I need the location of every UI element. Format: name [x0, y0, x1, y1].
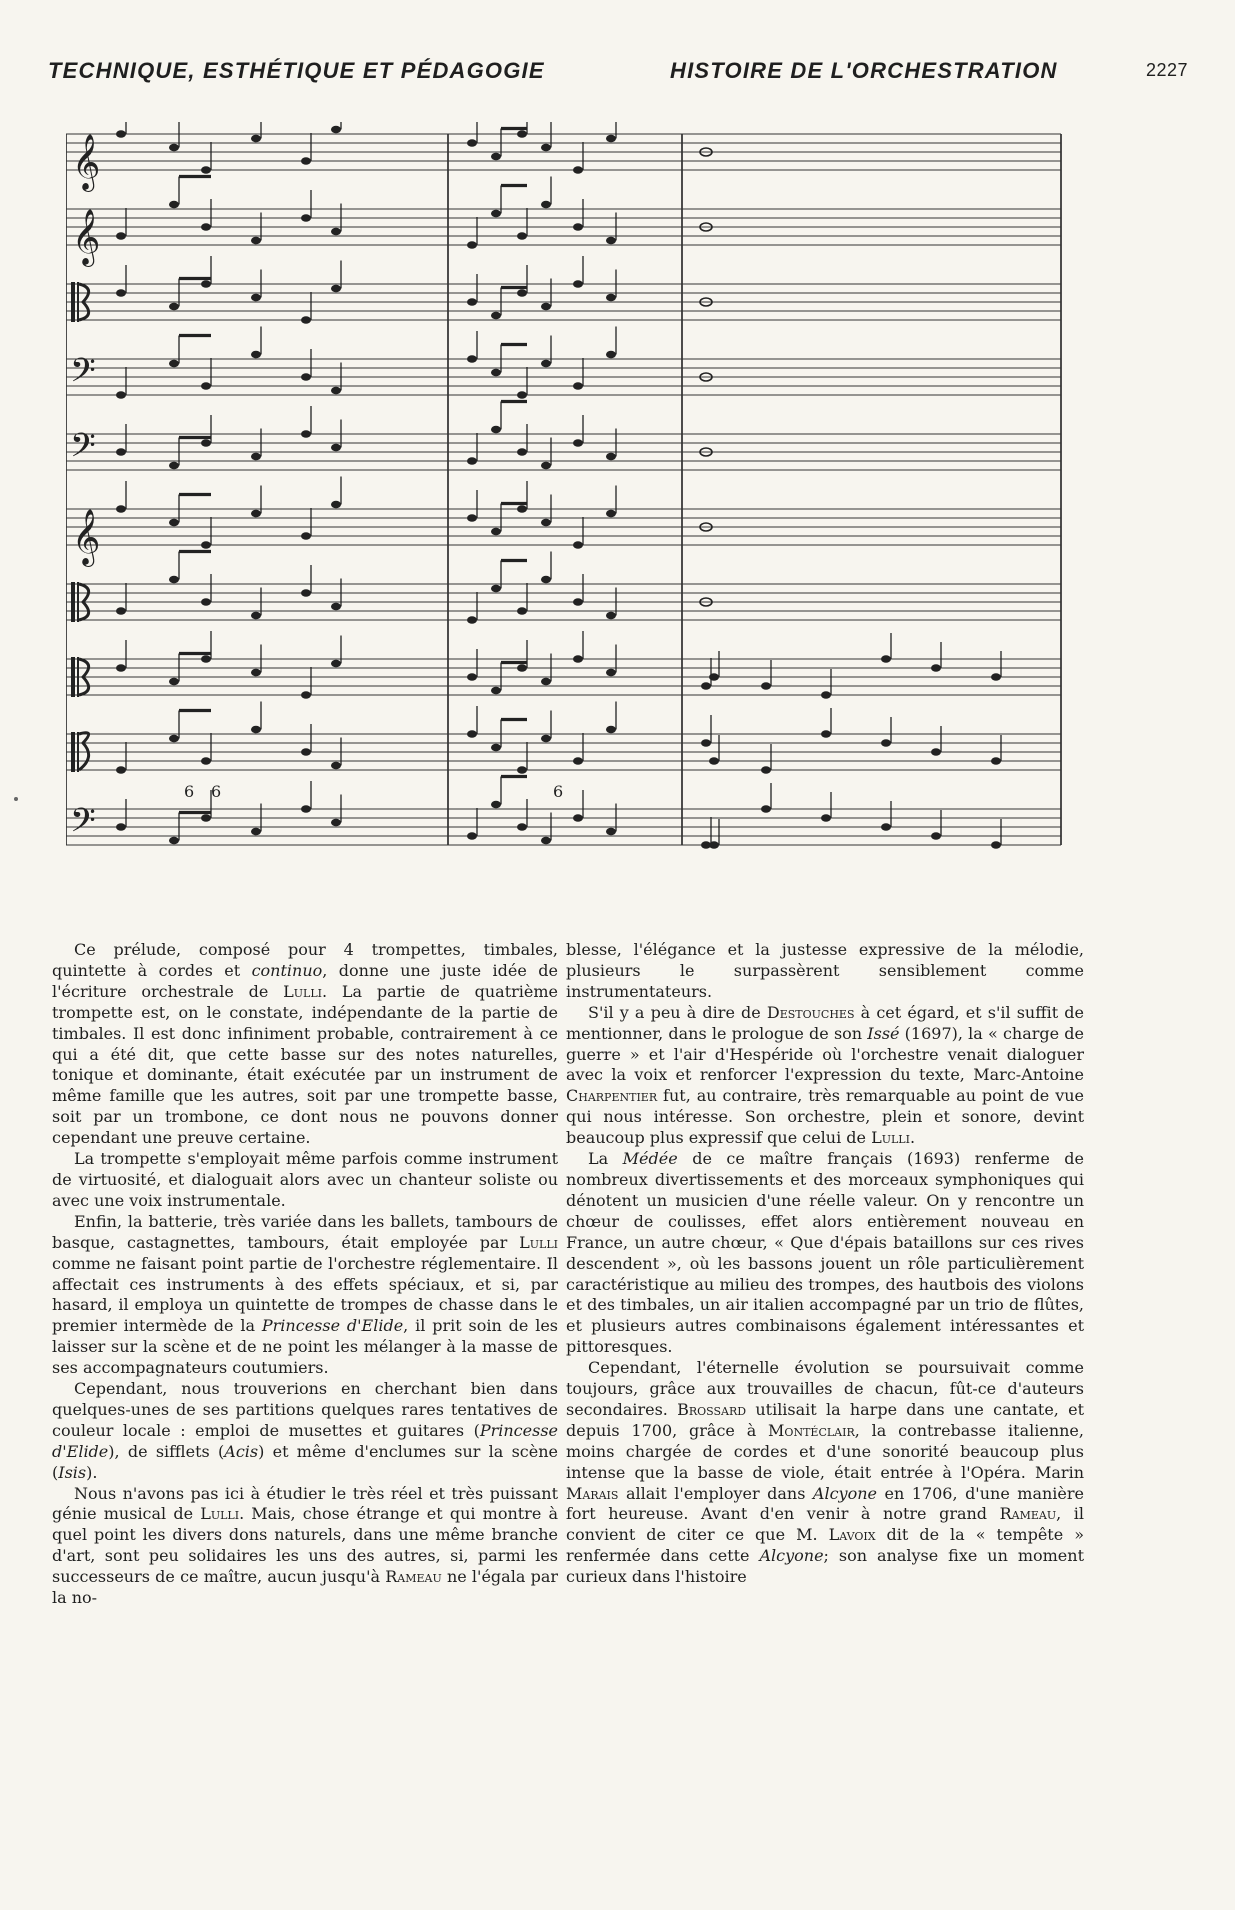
note-head [251, 135, 261, 143]
proper-name: Montéclair [768, 1420, 855, 1440]
note-head [169, 837, 179, 845]
note-head [201, 541, 211, 549]
proper-name: Lulli [871, 1128, 910, 1148]
note-head [491, 801, 501, 809]
note-head [931, 664, 941, 672]
note-head [517, 607, 527, 615]
note-head [201, 223, 211, 231]
note-head [301, 748, 311, 756]
italic-title: Alcyone [759, 1546, 824, 1566]
c-clef-bar [71, 732, 75, 772]
note-head [606, 612, 616, 620]
note-head [169, 303, 179, 311]
note-head [701, 682, 711, 690]
text-column-left [52, 940, 558, 1880]
note-head [491, 312, 501, 320]
c-clef-bar [77, 582, 79, 622]
note-head [881, 823, 891, 831]
note-head [251, 669, 261, 677]
italic-title: Princesse d'Elide [261, 1316, 404, 1336]
c-clef-bar [71, 282, 75, 322]
note-head [573, 166, 583, 174]
note-head [821, 814, 831, 822]
note-head [467, 730, 477, 738]
note-head [116, 664, 126, 672]
note-head [169, 360, 179, 368]
bass-clef: 𝄢 [70, 802, 96, 848]
text-run: fut, au contraire, très remarquable au point de vue qui nous intéresse. Son orchestre, plein et sonore, devint beaucoup plus expressif que celui de [566, 1086, 1084, 1148]
text-run: Nous n'avons pas ici à étudier le très réel et très puissant génie musical de [52, 1483, 558, 1524]
paragraph [52, 1484, 558, 1609]
note-head [116, 130, 126, 138]
note-head [931, 832, 941, 840]
note-head [301, 373, 311, 381]
note-head [573, 541, 583, 549]
note-head [201, 382, 211, 390]
note-head [331, 444, 341, 452]
note-head [709, 673, 719, 681]
note-head [761, 766, 771, 774]
treble-clef: 𝄞 [72, 509, 101, 565]
note-head [467, 673, 477, 681]
figured-bass-number: 6 [184, 782, 195, 801]
text-run: ) et même d'enclumes sur la scène ( [52, 1441, 558, 1482]
note-head [541, 462, 551, 470]
note-head [761, 682, 771, 690]
text-run: , il convient de citer ce que M. [566, 1504, 1084, 1545]
treble-clef: 𝄞 [72, 209, 101, 265]
note-head [606, 294, 616, 302]
note-head [541, 144, 551, 152]
paragraph [566, 1003, 1084, 1149]
italic-title: Isis [58, 1462, 87, 1482]
proper-name: Brossard [677, 1399, 747, 1419]
paragraph [566, 940, 1084, 1003]
text-run: Cependant, l'éternelle évolution se poursuivait comme toujours, grâce aux trouvailles de chacun, fût-ce d'auteurs secondaires. [566, 1358, 1084, 1419]
text-column-right [566, 940, 1084, 1880]
paragraph [52, 1149, 558, 1212]
figured-bass-number: 6 [553, 782, 564, 801]
text-run: blesse, l'élégance et la justesse expressive de la mélodie, plusieurs le surpassèrent sensiblement comme instrumentateurs. [566, 940, 1084, 1001]
note-head [606, 237, 616, 245]
note-head [301, 214, 311, 222]
note-head [573, 382, 583, 390]
text-run: Cependant, nous trouverions en cherchant bien dans quelques-unes de ses partitions quelques rares tentatives de couleur locale : emploi de musettes et guitares ( [52, 1379, 558, 1440]
text-run: , donne une juste idée de l'écriture orchestrale de [52, 960, 558, 1001]
note-head [881, 739, 891, 747]
note-head [467, 457, 477, 465]
note-head [331, 501, 341, 509]
text-run: . [909, 1128, 916, 1148]
text-run: Enfin, la batterie, très variée dans les ballets, tambours de basque, castagnettes, tambours, était employée par [52, 1211, 558, 1252]
note-head [517, 289, 527, 297]
text-run: ne l'égala par la no- [52, 1567, 558, 1608]
note-head [331, 603, 341, 611]
header-left-title: TECHNIQUE, ESTHÉTIQUE ET PÉDAGOGIE [48, 58, 545, 83]
note-head [467, 355, 477, 363]
note-head [251, 828, 261, 836]
note-head [116, 232, 126, 240]
note-head [251, 351, 261, 359]
note-head [931, 748, 941, 756]
note-head [301, 691, 311, 699]
note-head [573, 814, 583, 822]
note-head [331, 819, 341, 827]
note-head [541, 678, 551, 686]
note-head [251, 510, 261, 518]
note-head [169, 144, 179, 152]
treble-clef: 𝄞 [72, 134, 101, 190]
note-head [573, 223, 583, 231]
note-head [606, 669, 616, 677]
note-head [991, 673, 1001, 681]
paragraph [566, 1358, 1084, 1588]
score-staves [66, 122, 1061, 849]
note-head [467, 832, 477, 840]
italic-title: continuo [251, 960, 323, 980]
note-head [517, 391, 527, 399]
note-head [331, 228, 341, 236]
c-clef-bar [71, 657, 75, 697]
note-head [491, 153, 501, 161]
note-head [301, 532, 311, 540]
proper-name: Lulli [283, 981, 322, 1001]
text-run: à cet égard, et s'il suffit de mentionner, dans le prologue de son [566, 1002, 1084, 1043]
note-head [541, 837, 551, 845]
note-head [201, 655, 211, 663]
note-head [991, 757, 1001, 765]
note-head [541, 519, 551, 527]
italic-title: Alcyone [812, 1483, 877, 1503]
note-head [573, 757, 583, 765]
proper-name: Charpentier [566, 1086, 658, 1106]
note-head [761, 805, 771, 813]
note-head [541, 201, 551, 209]
note-head [467, 514, 477, 522]
music-score [66, 122, 1066, 882]
text-run: ; son analyse fixe un moment curieux dans l'histoire [566, 1546, 1084, 1587]
note-head [606, 135, 616, 143]
text-run: . La partie de quatrième trompette est, on le constate, indépendante de la partie de timbales. Il est donc infiniment probable, contrairement à ce qui a été dit, que cette basse sur des notes naturelles, tonique et dominante, était exécutée par un instrument de même famille que les autres, soit par une trompette basse, soit par un trombone, ce dont nous ne pouvons donner cependant une preuve certaine. [52, 981, 558, 1148]
note-head [251, 237, 261, 245]
note-head [301, 430, 311, 438]
text-run: . Mais, chose étrange et qui montre à quel point les divers dons naturels, dans une même branche d'art, sont peu solidaires les uns des autres, si, parmi les successeurs de ce maître, aucun jusqu'à [52, 1504, 558, 1587]
text-run: S'il y a peu à dire de [588, 1002, 767, 1022]
note-head [541, 360, 551, 368]
note-head [201, 280, 211, 288]
note-head [606, 828, 616, 836]
note-head [169, 201, 179, 209]
note-head [116, 607, 126, 615]
c-clef-curve [79, 733, 89, 770]
note-head [491, 369, 501, 377]
c-clef-bar [77, 657, 79, 697]
note-head [573, 655, 583, 663]
text-run: La trompette s'employait même parfois comme instrument de virtuosité, et dialoguait alors avec un chanteur soliste ou avec une voix instrumentale. [52, 1149, 558, 1210]
page-number: 2227 [1145, 60, 1188, 80]
c-clef-bar [71, 582, 75, 622]
italic-title: Acis [224, 1441, 259, 1461]
note-head [517, 766, 527, 774]
note-head [301, 805, 311, 813]
proper-name: Lulli [200, 1504, 240, 1524]
note-head [467, 616, 477, 624]
text-run: utilisait la harpe dans une cantate, et depuis 1700, grâce à [566, 1399, 1084, 1440]
note-head [491, 687, 501, 695]
note-head [517, 232, 527, 240]
bass-clef: 𝄢 [70, 427, 96, 473]
note-head [541, 303, 551, 311]
running-header [48, 58, 1188, 88]
note-head [169, 678, 179, 686]
c-clef-bar [77, 732, 79, 772]
note-head [541, 576, 551, 584]
note-head [573, 598, 583, 606]
header-right-title: HISTOIRE DE L'ORCHESTRATION [670, 58, 1058, 83]
note-head [331, 387, 341, 395]
text-run: (1697), la « charge de guerre » et l'air d'Hespéride où l'orchestre venait dialoguer avec la voix et renforcer l'expression du texte, Marc-Antoine [566, 1023, 1084, 1085]
note-head [251, 612, 261, 620]
page-mark [14, 797, 18, 801]
note-head [709, 841, 719, 849]
note-head [331, 285, 341, 293]
note-head [821, 730, 831, 738]
bass-clef: 𝄢 [70, 352, 96, 398]
proper-name: Marais [566, 1483, 619, 1503]
note-head [491, 585, 501, 593]
note-head [201, 439, 211, 447]
note-head [821, 691, 831, 699]
text-run: dit de la « tempête » renfermée dans cette [566, 1525, 1084, 1566]
note-head [331, 126, 341, 134]
note-head [251, 453, 261, 461]
note-head [201, 166, 211, 174]
note-head [301, 316, 311, 324]
text-run: Ce prélude, composé pour 4 trompettes, timbales, quintette à cordes et [52, 940, 558, 980]
note-head [467, 298, 477, 306]
text-run: allait l'employer dans [618, 1483, 813, 1503]
note-head [991, 841, 1001, 849]
note-head [517, 448, 527, 456]
paragraph [52, 940, 558, 1149]
paragraph [566, 1149, 1084, 1358]
note-head [116, 391, 126, 399]
note-head [116, 823, 126, 831]
proper-name: Rameau [999, 1504, 1057, 1524]
note-head [331, 762, 341, 770]
note-head [169, 462, 179, 470]
paragraph [52, 1212, 558, 1379]
note-head [301, 589, 311, 597]
note-head [116, 448, 126, 456]
note-head [517, 505, 527, 513]
note-head [491, 744, 501, 752]
note-head [201, 598, 211, 606]
text-run: de ce maître français (1693) renferme de nombreux divertissements et des morceaux symphoniques qui dénotent un musicien d'une réelle valeur. On y rencontre un chœur de coulisses, effet alors entièrement nouveau en France, un autre chœur, « Que d'épais bataillons sur ces rives descendent », où les bassons jouent un rôle particulièrement caractéristique au milieu des trompes, des hautbois des violons et des timbales, un air italien accompagné par un trio de flûtes, et plusieurs autres combinaisons également intéressantes et pittoresques. [566, 1149, 1084, 1357]
figured-bass-number: 6 [211, 782, 222, 801]
note-head [331, 660, 341, 668]
note-head [709, 757, 719, 765]
text-run: , la contrebasse italienne, moins chargée de cordes et d'une sonorité beaucoup plus intense que la basse de viole, était entrée à l'Opéra. Marin [566, 1420, 1084, 1482]
note-head [491, 426, 501, 434]
note-head [491, 210, 501, 218]
note-head [169, 576, 179, 584]
text-run: comme ne faisant point partie de l'orchestre réglementaire. Il affectait ces instruments à des effets spéciaux, et si, par hasard, il employa un quintette de trompes de chasse dans le premier intermède de la [52, 1253, 558, 1336]
note-head [251, 294, 261, 302]
note-head [116, 505, 126, 513]
text-run: ), de sifflets ( [108, 1441, 225, 1461]
italic-title: Issé [867, 1023, 900, 1043]
note-head [491, 528, 501, 536]
note-head [573, 439, 583, 447]
note-head [169, 519, 179, 527]
note-head [169, 735, 179, 743]
note-head [541, 735, 551, 743]
italic-title: Princesse d'Elide [52, 1420, 558, 1461]
note-head [251, 726, 261, 734]
text-run: ). [86, 1462, 98, 1482]
proper-name: Destouches [766, 1002, 855, 1022]
note-head [573, 280, 583, 288]
proper-name: Lavoix [828, 1525, 876, 1545]
italic-title: Médée [622, 1149, 678, 1169]
note-head [301, 157, 311, 165]
note-head [116, 289, 126, 297]
note-head [201, 814, 211, 822]
note-head [467, 241, 477, 249]
c-clef-bar [77, 282, 79, 322]
paragraph [52, 1379, 558, 1484]
note-head [116, 766, 126, 774]
note-head [881, 655, 891, 663]
note-head [606, 510, 616, 518]
note-head [606, 453, 616, 461]
note-head [467, 139, 477, 147]
note-head [517, 130, 527, 138]
proper-name: Lulli [519, 1232, 558, 1252]
note-head [701, 739, 711, 747]
note-head [606, 351, 616, 359]
note-head [517, 823, 527, 831]
proper-name: Rameau [385, 1567, 442, 1587]
note-head [606, 726, 616, 734]
text-run: La [588, 1149, 623, 1169]
text-run: en 1706, d'une manière fort heureuse. Avant d'en venir à notre grand [566, 1483, 1084, 1524]
note-head [201, 757, 211, 765]
text-run: , il prit soin de les laisser sur la scène et de ne point les mélanger à la masse de ses accompagnateurs coutumiers. [52, 1316, 558, 1378]
note-head [517, 664, 527, 672]
